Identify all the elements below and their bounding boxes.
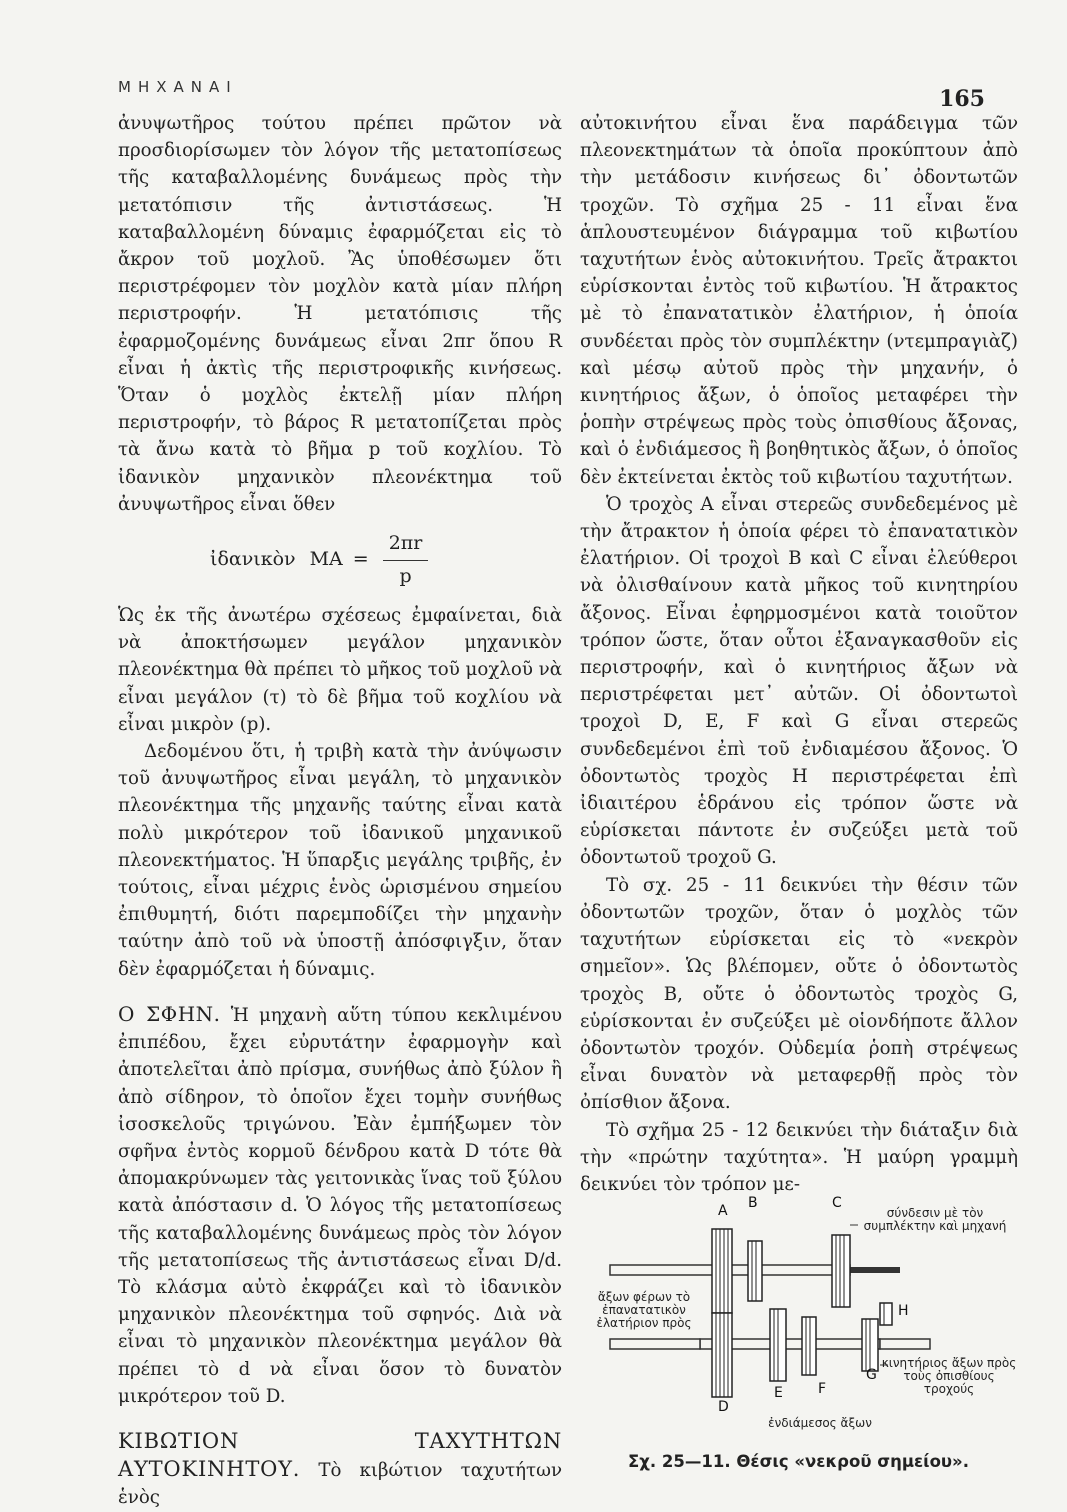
paragraph: Τὸ σχ. 25 - 11 δεικνύει τὴν θέσιν τῶν ὀδοντωτῶν τροχῶν, ὅταν ὁ μοχλὸς τῶν ταχυτήτων εὑρίσκεται εἰς τὸ «νεκρὸν σημεῖον». Ὡς βλέπομεν, οὔτε ὁ ὀδοντωτὸς τροχὸς B, οὔτε ὁ ὀδοντωτὸς τροχὸς G, εὑρίσκονται ἐν συζεύξει μὲ οἱονδήποτε ἄλλον ὀδοντωτὸν τροχόν. Οὐδεμία ῥοπὴ στρέψεως εἶναι δυνατὸν νὰ μεταφερθῇ πρὸς τὸν ὀπίσθιον ἄξονα. [580, 874, 1018, 1114]
gear-label-e: E [774, 1385, 783, 1401]
paragraph: ἀνυψωτῆρος τούτου πρέπει πρῶτον νὰ προσδιορίσωμεν τὸν λόγον τῆς μετατοπίσεως τῆς καταβαλλομένης δυνάμεως πρὸς τὴν μετατόπισιν τῆς ἀντιστάσεως. Ἡ καταβαλλομένη δύναμις ἐφαρμόζεται εἰς τὸ ἄκρον τοῦ μοχλοῦ. Ἂς ὑποθέσωμεν ὅτι περιστρέφομεν τὸν μοχλὸν κατὰ μίαν πλήρη περιστροφήν. Ἡ μετατόπισις τῆς ἐφαρμοζομένης δυνάμεως εἶναι 2πr ὅπου R εἶναι ἡ ἀκτὶς τῆς περιστροφικῆς κινήσεως. Ὅταν ὁ μοχλὸς ἐκτελῇ μίαν πλήρη περιστροφήν, τὸ βάρος R μετατοπίζεται πρὸς τὰ ἄνω κατὰ τὸ βῆμα p τοῦ κοχλίου. Τὸ ἰδανικὸν μηχανικὸν πλεονέκτημα τοῦ ἀνυψωτῆρος εἶναι ὅθεν [118, 113, 562, 515]
gear-label-d: D [718, 1399, 729, 1415]
gearbox-figure [580, 1195, 1020, 1435]
formula-denominator: p [399, 564, 412, 587]
label-clutch-connection: σύνδεσιν μὲ τὸν συμπλέκτην καὶ μηχανή [863, 1206, 1007, 1233]
formula-symbol: MA [309, 548, 343, 571]
page-number: 165 [939, 86, 985, 112]
gear-a [712, 1229, 732, 1313]
clutch-shaft-end [850, 1267, 900, 1273]
left-column [118, 110, 562, 1512]
gear-label-h: H [898, 1303, 909, 1319]
paragraph: αὐτοκινήτου εἶναι ἕνα παράδειγμα τῶν πλεονεκτημάτων τὰ ὁποῖα προκύπτουν ἀπὸ τὴν μετάδοσιν κινήσεως δι᾽ ὀδοντωτῶν τροχῶν. Τὸ σχῆμα 25 - 11 εἶναι ἕνα ἁπλουστευμένον διάγραμμα τοῦ κιβωτίου ταχυτήτων ἑνὸς αὐτοκινήτου. Τρεῖς ἄτρακτοι εὑρίσκονται ἐντὸς τοῦ κιβωτίου. Ἡ ἄτρακτος μὲ τὸ ἐπανατατικὸν ἐλατήριον, ἡ ὁποία συνδέεται πρὸς τὸν συμπλέκτην (ντεμπραγιὰζ) καὶ μέσῳ αὐτοῦ πρὸς τὴν μηχανήν, ὁ κινητήριος ἄξων, ὁ ὁποῖος μεταφέρει τὴν ῥοπὴν στρέψεως πρὸς τοὺς ὀπισθίους ἄξονας, καὶ ὁ ἐνδιάμεσος ἢ βοηθητικὸς ἄξων, ὁ ὁποῖος δὲν ἐκτείνεται ἐκτὸς τοῦ κιβωτίου ταχυτήτων. [580, 113, 1018, 488]
gear-label-f: F [818, 1381, 827, 1397]
spring-shaft [610, 1339, 700, 1349]
gear-h [880, 1303, 892, 1325]
paragraph: Ὡς ἐκ τῆς ἀνωτέρω σχέσεως ἐμφαίνεται, διὰ νὰ ἀποκτήσωμεν μεγάλον μηχανικὸν πλεονέκτημα θὰ πρέπει τὸ μῆκος τοῦ μοχλοῦ νὰ εἶναι μεγάλον (τ) τὸ δὲ βῆμα τοῦ κοχλίου νὰ εἶναι μικρὸν (p). [118, 605, 562, 735]
drive-shaft-end [880, 1339, 930, 1349]
gear-f [802, 1317, 816, 1375]
right-column [580, 110, 1018, 1198]
section-heading-wedge: Ο ΣΦΗΝ. [118, 1001, 221, 1026]
gear-label-b: B [748, 1195, 758, 1211]
paragraph: Ὁ τροχὸς A εἶναι στερεῶς συνδεδεμένος μὲ τὴν ἄτρακτον ἡ ὁποία φέρει τὸ ἐπανατατικὸν ἐλατήριον. Οἱ τροχοὶ B καὶ C εἶναι ἐλεύθεροι νὰ ὀλισθαίνουν κατὰ μῆκος τοῦ κινητηρίου ἄξονος. Εἶναι ἐφηρμοσμένοι κατὰ τοιοῦτον τρόπον ὥστε, ὅταν οὗτοι ἐξαναγκασθοῦν εἰς περιστροφήν, καὶ ὁ κινητήριος ἄξων νὰ περιστρέφεται μετ᾽ αὐτῶν. Οἱ ὀδοντωτοὶ τροχοὶ D, E, F καὶ G εἶναι στερεῶς συνδεδεμένοι ἐπὶ τοῦ ἐνδιαμέσου ἄξονος. Ὁ ὀδοντωτὸς τροχὸς H περιστρέφεται ἐπὶ ἰδιαιτέρου ἑδράνου εἰς τρόπον ὥστε νὰ εὑρίσκεται πάντοτε ἐν συζεύξει μετὰ τοῦ ὀδοντωτοῦ τροχοῦ G. [580, 493, 1018, 869]
running-head: ΜΗΧΑΝΑΙ [118, 78, 238, 96]
label-spring-shaft: ἄξων φέρων τὸ ἐπανατατικὸν ἐλατήριον πρὸς [596, 1290, 692, 1330]
formula-fraction [383, 530, 429, 589]
gear-d [712, 1313, 732, 1397]
section-heading-gearbox: ΚΙΒΩΤΙΟΝ ΤΑΧΥΤΗΤΩΝ ΑΥΤΟΚΙΝΗΤΟΥ. [118, 1428, 562, 1482]
gear-label-c: C [832, 1195, 842, 1211]
formula-equals: = [352, 548, 369, 571]
paragraph-gearbox [118, 1428, 562, 1512]
wedge-text: Ἡ μηχανὴ αὕτη τύπου κεκλιμένου ἐπιπέδου, ἔχει εὐρυτάτην ἐφαρμογὴν καὶ ἀποτελεῖται ἀπὸ πρίσμα, συνήθως ἀπὸ ξύλον ἢ ἀπὸ σίδηρον, τὸ ὁποῖον ἔχει τομὴν συνήθως ἰσοσκελοῦς τριγώνου. Ἐὰν ἐμπήξωμεν τὸν σφῆνα ἐντὸς κορμοῦ δένδρου κατὰ D τότε θὰ ἀπομακρύνωμεν τὰς γειτονικὰς ἵνας τοῦ ξύλου κατὰ ἀπόστασιν d. Ὁ λόγος τῆς μετατοπίσεως τῆς καταβαλλομένης δυνάμεως πρὸς τὸν λόγον τῆς μετατοπίσεως τῆς ἀντιστάσεως εἶναι D/d. Τὸ κλάσμα αὐτὸ ἐκφράζει καὶ τὸ ἰδανικὸν μηχανικὸν πλεονέκτημα τοῦ σφηνός. Διὰ νὰ εἶναι τὸ μηχανικὸν πλεονέκτημα μεγάλον θὰ πρέπει τὸ d νὰ εἶναι ὅσον τὸ δυνατὸν μικρότερον τοῦ D. [118, 1004, 563, 1407]
gear-g [862, 1319, 878, 1371]
label-intermediate-shaft: ἐνδιάμεσος ἄξων [768, 1416, 872, 1430]
label-drive-shaft: κινητήριος ἄξων πρὸς τοὺς ὀπισθίους τροχούς [881, 1356, 1017, 1396]
gearbox-text: Τὸ κιβώτιον ταχυτήτων ἑνὸς [118, 1460, 562, 1509]
paragraph: Δεδομένου ὅτι, ἡ τριβὴ κατὰ τὴν ἀνύψωσιν τοῦ ἀνυψωτῆρος εἶναι μεγάλη, τὸ μηχανικὸν πλεονέκτημα τῆς μηχανῆς ταύτης εἶναι κατὰ πολὺ μικρότερον τοῦ ἰδανικοῦ μηχανικοῦ πλεονεκτήματος. Ἡ ὕπαρξις μεγάλης τριβῆς, ἐν τούτοις, εἶναι μέχρις ἑνὸς ὡρισμένου σημείου ἐπιθυμητή, διότι παρεμποδίζει τὴν μηχανὴν ταύτην ἀπὸ τοῦ νὰ ὑποστῇ ἀπόσφιγξιν, ὅταν δὲν ἐφαρμόζεται ἡ δύναμις. [118, 741, 562, 980]
gear-label-g: G [866, 1367, 877, 1383]
paragraph: Τὸ σχῆμα 25 - 12 δεικνύει τὴν διάταξιν διὰ τὴν «πρώτην ταχύτητα». Ἡ μαύρη γραμμὴ δεικνύει τὸν τρόπον με- [580, 1119, 1018, 1195]
formula-label: ἰδανικὸν [210, 548, 296, 571]
gear-b [748, 1241, 762, 1301]
gear-e [770, 1309, 786, 1381]
paragraph-wedge [118, 1001, 562, 1410]
figure-caption: Σχ. 25—11. Θέσις «νεκροῦ σημείου». [628, 1452, 969, 1471]
formula-numerator: 2πr [383, 530, 429, 560]
gear-label-a: A [718, 1203, 728, 1219]
gear-c [832, 1235, 850, 1307]
formula-ideal-ma [210, 524, 562, 596]
